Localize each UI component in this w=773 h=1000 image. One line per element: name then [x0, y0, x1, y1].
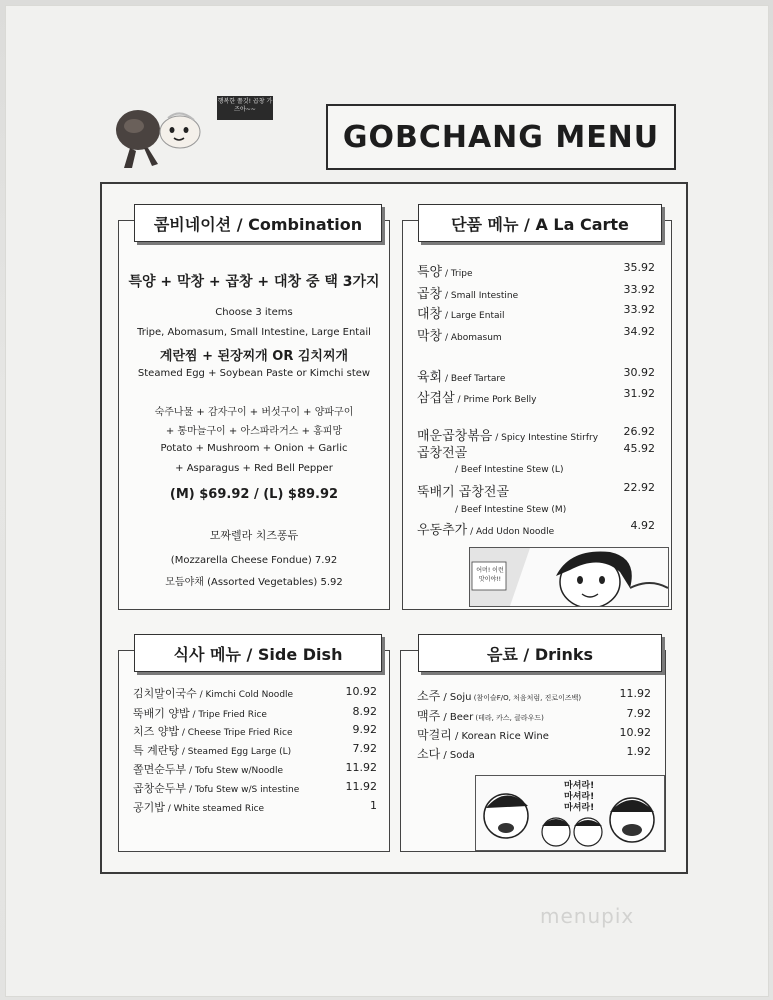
- menu-item-korean: 곱창: [417, 287, 443, 302]
- menu-item-price: 10.92: [619, 726, 651, 739]
- menu-item-korean: 막걸리: [417, 728, 452, 742]
- menu-item-row: [417, 261, 655, 280]
- manga-woman-text: 어머! 이런 맛이야!!: [476, 567, 504, 583]
- combination-section: [118, 220, 390, 610]
- menu-item-row: [417, 519, 655, 538]
- menu-item-price: 7.92: [626, 707, 651, 720]
- menu-item-row: [417, 366, 655, 385]
- menu-item-name: [417, 481, 509, 500]
- menu-item-price: 22.92: [623, 481, 655, 494]
- menu-item-english: / Beef Intestine Stew (L): [455, 465, 564, 475]
- menu-item-english: / Beef Intestine Stew (M): [455, 505, 567, 515]
- menu-item-name: [133, 742, 291, 758]
- menu-item-name: [133, 705, 267, 721]
- menu-item-name: [417, 366, 505, 385]
- menu-item-korean: 육회: [417, 370, 443, 385]
- menu-item-english: / Kimchi Cold Noodle: [196, 690, 294, 700]
- menu-item-price: 8.92: [352, 705, 377, 718]
- menu-item-korean: 뚝배기 양밥: [133, 707, 190, 720]
- a-la-carte-section: [402, 220, 672, 610]
- menu-item-korean: 치즈 양밥: [133, 725, 180, 738]
- menu-item-name: [417, 745, 475, 762]
- menu-item-row: [133, 723, 377, 739]
- manga-drink-text-3: 마셔라!: [564, 803, 595, 813]
- menu-item-english: / Soda: [440, 750, 475, 761]
- menu-item-row: [133, 799, 377, 815]
- addon1-line: [119, 555, 389, 566]
- combination-choose: Choose 3 items: [215, 307, 293, 318]
- menu-item-name: [417, 303, 505, 322]
- combination-main-line: 특양 + 막창 + 곱창 + 대창 중 택 3가지: [128, 274, 380, 290]
- menu-item-korean: 쫄면순두부: [133, 763, 187, 776]
- menu-item-row: [417, 303, 655, 322]
- menu-item-name: [133, 799, 264, 815]
- menu-item-korean: 맥주: [417, 709, 441, 723]
- menu-item-row: [417, 687, 651, 704]
- menu-item-korean: 김치말이국수: [133, 687, 197, 700]
- menu-item-name: [133, 723, 292, 739]
- combination-veg-ko-2: + 통마늘구이 + 아스파라거스 + 홍피망: [165, 426, 343, 437]
- menu-item-name: [417, 442, 467, 461]
- combination-veg-ko-1: 숙주나물 + 감자구이 + 버섯구이 + 양파구이: [154, 407, 354, 418]
- menu-item-price: 4.92: [630, 519, 655, 532]
- addon2-price: 5.92: [320, 577, 343, 588]
- menu-item-english: / Spicy Intestine Stirfry: [492, 433, 599, 443]
- combination-veg-en-1: Potato + Mushroom + Onion + Garlic: [160, 443, 348, 454]
- menu-item-price: 11.92: [619, 687, 651, 700]
- menu-item-english: / Beer: [440, 712, 474, 723]
- menu-item-korean: 특 계란탕: [133, 744, 180, 757]
- menu-item-name: [417, 501, 566, 515]
- menu-item-korean: 우동추가: [417, 523, 468, 538]
- menu-item-row: [417, 745, 651, 762]
- menu-item-row: [417, 461, 655, 475]
- manga-drink-text-1: 마셔라!: [564, 781, 595, 791]
- menu-item-korean: 소다: [417, 747, 441, 761]
- menu-item-row: [417, 325, 655, 344]
- menu-item-english: / Cheese Tripe Fried Rice: [179, 728, 293, 738]
- menu-item-row: [417, 481, 655, 500]
- menu-item-english: / Tripe: [442, 269, 473, 279]
- combination-sides-en: Steamed Egg + Soybean Paste or Kimchi stew: [137, 368, 371, 379]
- menu-title: GOBCHANG MENU: [326, 104, 676, 170]
- menu-item-korean: 공기밥: [133, 801, 165, 814]
- menu-item-name: [417, 325, 502, 344]
- drinks-section: [400, 650, 666, 852]
- menu-item-price: 11.92: [345, 780, 377, 793]
- menu-item-row: [133, 742, 377, 758]
- menu-item-price: 33.92: [623, 303, 655, 316]
- menu-item-english: / Prime Pork Belly: [454, 395, 537, 405]
- menu-item-note: (참이슬F/O, 처음처럼, 진로이즈백): [471, 694, 582, 702]
- combination-veg-en-2: + Asparagus + Red Bell Pepper: [175, 463, 333, 474]
- menu-item-name: [133, 780, 299, 796]
- combination-items: Tripe, Abomasum, Small Intestine, Large Entail: [137, 327, 371, 338]
- menu-item-name: [417, 687, 581, 704]
- menu-item-english: / Tofu Stew w/Noodle: [186, 766, 283, 776]
- menu-item-korean: 막창: [417, 329, 443, 344]
- menu-item-name: [417, 461, 563, 475]
- manga-drink-text-2: 마셔라!: [564, 792, 595, 802]
- menu-item-english: / Abomasum: [442, 333, 502, 343]
- addon1-price: 7.92: [314, 555, 338, 566]
- menu-item-name: [417, 387, 537, 406]
- menu-item-row: [417, 283, 655, 302]
- a-la-carte-header: 단품 메뉴 / A La Carte: [418, 204, 662, 242]
- addon1-ko: 모짜렐라 치즈퐁듀: [209, 529, 299, 542]
- menu-item-english: / Soju: [440, 692, 472, 703]
- menu-item-row: [133, 761, 377, 777]
- menu-item-row: [417, 501, 655, 515]
- menu-item-english: / Large Entail: [442, 311, 505, 321]
- menu-item-korean: 삼겹살: [417, 391, 455, 406]
- menu-item-row: [417, 726, 651, 743]
- menu-item-english: / Korean Rice Wine: [451, 731, 549, 742]
- combination-header: 콤비네이션 / Combination: [134, 204, 382, 242]
- menu-item-english: / Small Intestine: [442, 291, 519, 301]
- menu-item-note: (테라, 카스, 클라우드): [473, 714, 544, 722]
- menu-item-english: / White steamed Rice: [164, 804, 265, 814]
- menu-item-name: [417, 707, 544, 724]
- menu-item-price: 30.92: [623, 366, 655, 379]
- menu-item-name: [133, 761, 283, 777]
- menu-item-row: [417, 442, 655, 461]
- menu-item-price: 31.92: [623, 387, 655, 400]
- menu-item-english: / Beef Tartare: [442, 374, 506, 384]
- menu-item-row: [417, 387, 655, 406]
- menu-item-price: 35.92: [623, 261, 655, 274]
- menu-item-row: [133, 685, 377, 701]
- menu-item-row: [417, 707, 651, 724]
- menu-item-english: / Steamed Egg Large (L): [179, 747, 292, 757]
- mascot-illustration: [108, 96, 228, 178]
- menu-item-korean: 뚝배기 곱창전골: [417, 485, 510, 500]
- addon2-en: (Assorted Vegetables): [207, 577, 318, 588]
- menu-item-price: 26.92: [623, 425, 655, 438]
- addon2-line: [119, 573, 389, 588]
- menu-item-korean: 곱창순두부: [133, 782, 187, 795]
- menu-item-price: 45.92: [623, 442, 655, 455]
- menu-item-name: [133, 685, 293, 701]
- addon1-en: (Mozzarella Cheese Fondue): [170, 555, 312, 566]
- manga-panel-drinkers: [475, 775, 665, 851]
- combination-price: (M) $69.92 / (L) $89.92: [169, 487, 339, 502]
- watermark: menupix: [540, 904, 635, 928]
- menu-item-price: 9.92: [352, 723, 377, 736]
- drinks-header: 음료 / Drinks: [418, 634, 662, 672]
- menu-item-price: 7.92: [352, 742, 377, 755]
- menu-item-korean: 곱창전골: [417, 446, 468, 461]
- menu-item-row: [133, 780, 377, 796]
- menu-item-korean: 특양: [417, 265, 443, 280]
- menu-item-name: [417, 519, 554, 538]
- speech-bubble: 행복한 쫄깃! 곱창 가즈아~~: [217, 96, 273, 120]
- menu-item-price: 34.92: [623, 325, 655, 338]
- menu-item-name: [417, 261, 473, 280]
- menu-item-price: 1: [370, 799, 377, 812]
- menu-item-price: 1.92: [626, 745, 651, 758]
- addon2-ko: 모듬야채: [165, 577, 204, 588]
- menu-item-name: [417, 726, 549, 743]
- manga-panel-woman: [469, 547, 669, 607]
- side-dish-header: 식사 메뉴 / Side Dish: [134, 634, 382, 672]
- menu-item-english: / Tofu Stew w/S intestine: [186, 785, 300, 795]
- menu-item-price: 11.92: [345, 761, 377, 774]
- side-dish-section: [118, 650, 390, 852]
- menu-item-english: / Add Udon Noodle: [467, 527, 555, 537]
- menu-item-korean: 소주: [417, 689, 441, 703]
- menu-item-price: 10.92: [345, 685, 377, 698]
- menu-item-price: 33.92: [623, 283, 655, 296]
- combination-sides-ko: 계란찜 + 된장찌개 OR 김치찌개: [159, 349, 349, 364]
- menu-item-english: / Tripe Fried Rice: [189, 710, 267, 720]
- menu-item-korean: 대창: [417, 307, 443, 322]
- menu-item-row: [133, 705, 377, 721]
- menu-item-korean: 매운곱창볶음: [417, 429, 493, 444]
- menu-item-name: [417, 283, 518, 302]
